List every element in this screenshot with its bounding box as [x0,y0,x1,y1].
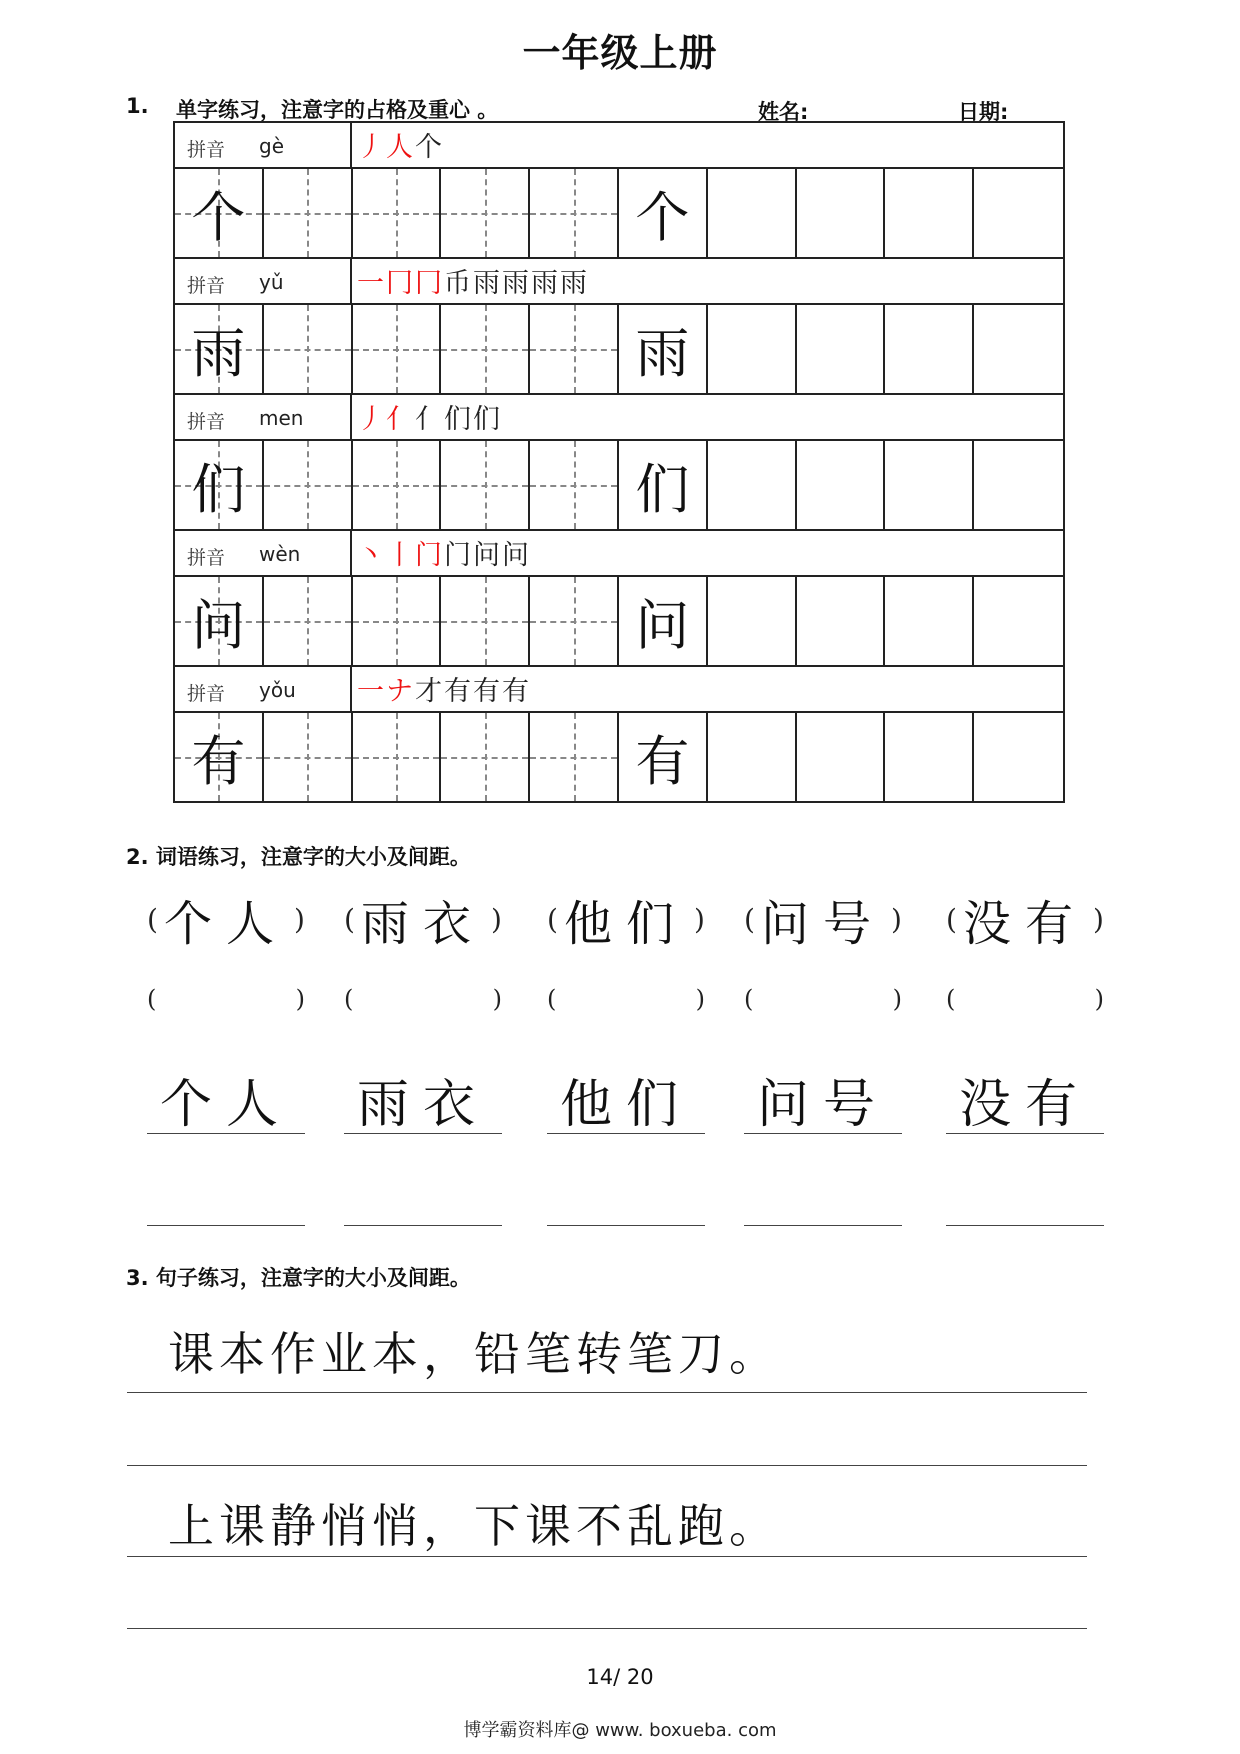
writing-cell[interactable] [885,577,974,665]
stroke-step: 币 [444,267,471,299]
empty-parens[interactable] [147,985,305,1013]
word-sample: 雨衣 [356,1075,489,1135]
word-with-parens [547,885,705,954]
pinyin-label: 拼音 [187,411,226,433]
page-number: 14/ 20 [586,1665,654,1689]
writing-cell[interactable] [708,305,797,393]
writing-cell[interactable] [441,305,530,393]
writing-row [175,711,1063,801]
writing-cell[interactable] [708,169,797,257]
stroke-step: 丿 [357,131,384,163]
practice-character: 们 [635,457,690,521]
writing-cell[interactable] [353,169,442,257]
writing-row [175,303,1063,393]
paren-close: ) [891,903,902,936]
word-underline [547,1133,705,1134]
model-character-cell [175,713,264,801]
paren-open: ( [147,903,158,936]
writing-cell[interactable] [708,441,797,529]
writing-cell[interactable] [797,169,886,257]
writing-row [175,575,1063,665]
writing-cell[interactable] [885,305,974,393]
paren-open: ( [344,903,355,936]
pinyin-row [175,665,1063,711]
writing-cell[interactable] [885,441,974,529]
model-character-cell [175,169,264,257]
writing-cell[interactable] [797,305,886,393]
writing-cell[interactable] [797,577,886,665]
model-character-cell [175,441,264,529]
paren-close: ) [1093,903,1104,936]
paren-close: ) [892,985,902,1013]
stroke-step: 有 [502,675,529,707]
practice-character: 问 [191,593,246,657]
stroke-step: 雨 [473,267,500,299]
sentence-2: 上课静悄悄，下课不乱跑。 [168,1499,780,1553]
writing-cell[interactable] [530,441,619,529]
stroke-step: 亻 [415,403,442,435]
date-label: 日期: [958,100,1009,124]
word-blank-line[interactable] [946,1225,1104,1226]
practice-character: 有 [191,729,246,793]
practice-character: 雨 [635,321,690,385]
stroke-step: 雨 [531,267,558,299]
pinyin-divider [350,395,352,439]
paren-open: ( [547,903,558,936]
writing-cell[interactable] [974,305,1063,393]
writing-cell[interactable] [353,713,442,801]
pinyin-row [175,529,1063,575]
section1-number: 1. [126,94,149,118]
sample-character-cell [619,577,708,665]
writing-cell[interactable] [708,713,797,801]
writing-cell[interactable] [264,169,353,257]
sample-character-cell [619,305,708,393]
practice-character: 雨 [191,321,246,385]
pinyin-row [175,121,1063,167]
paren-close: ) [492,985,502,1013]
pinyin-label: 拼音 [187,275,226,297]
writing-cell[interactable] [797,713,886,801]
stroke-step: 问 [502,539,529,571]
pinyin-divider [350,667,352,711]
practice-character: 个 [191,185,246,249]
word-with-parens [744,885,902,954]
empty-parens[interactable] [744,985,902,1013]
stroke-step: 才 [415,675,442,707]
writing-cell[interactable] [974,169,1063,257]
writing-cell[interactable] [441,577,530,665]
stroke-step: 人 [386,131,413,163]
stroke-step: 一 [357,675,384,707]
pinyin-value: wèn [259,542,301,566]
word-underline [147,1133,305,1134]
writing-cell[interactable] [530,305,619,393]
pinyin-value: yǒu [259,678,296,702]
writing-cell[interactable] [353,305,442,393]
stroke-step: 丿 [357,403,384,435]
empty-parens[interactable] [344,985,502,1013]
word-underline [744,1133,902,1134]
word-sample: 没有 [958,1075,1091,1135]
character-practice-grid [173,121,1065,803]
section3-heading: 3. 句子练习，注意字的大小及间距。 [126,1266,471,1290]
pinyin-value: gè [259,134,284,158]
stroke-order [357,399,500,433]
section1-instruction: 单字练习，注意字的占格及重心 。 [176,98,499,122]
word-with-parens [344,885,502,954]
pinyin-divider [350,531,352,575]
practice-character: 个 [635,185,690,249]
stroke-step: 们 [444,403,471,435]
pinyin-divider [350,123,352,167]
paren-open: ( [946,903,957,936]
stroke-step: 门 [415,539,442,571]
paren-close: ) [294,903,305,936]
pinyin-label: 拼音 [187,547,226,569]
section2-heading: 2. 词语练习，注意字的大小及间距。 [126,845,471,869]
stroke-step: ナ [386,675,413,707]
paren-open: ( [147,985,157,1013]
sentence-blank-line-1[interactable] [127,1465,1087,1466]
stroke-order [357,127,442,161]
paren-close: ) [695,985,705,1013]
word-blank-line[interactable] [547,1225,705,1226]
writing-cell[interactable] [708,577,797,665]
word-blank-line[interactable] [344,1225,502,1226]
word-sample: 个人 [159,1075,292,1135]
word-text: 没有 [962,896,1087,952]
stroke-step: 雨 [560,267,587,299]
word-text: 雨衣 [360,896,485,952]
stroke-step: 丨 [386,539,413,571]
empty-parens[interactable] [946,985,1104,1013]
writing-cell[interactable] [797,441,886,529]
footer-watermark: 博学霸资料库@ www. boxueba. com [463,1720,777,1741]
word-blank-line[interactable] [744,1225,902,1226]
stroke-step: 门 [444,539,471,571]
practice-character: 问 [635,593,690,657]
word-underline [946,1133,1104,1134]
writing-cell[interactable] [441,169,530,257]
writing-row [175,167,1063,257]
sample-character-cell [619,713,708,801]
pinyin-label: 拼音 [187,683,226,705]
sentence-blank-line-2[interactable] [127,1628,1087,1629]
practice-character: 们 [191,457,246,521]
word-sample: 他们 [559,1075,692,1135]
stroke-step: 亻 [386,403,413,435]
stroke-step: 冂 [386,267,413,299]
paren-open: ( [344,985,354,1013]
pinyin-row [175,257,1063,303]
sentence-1: 课本作业本，铅笔转笔刀。 [168,1327,780,1381]
sample-character-cell [619,441,708,529]
sentence-2-underline [127,1556,1087,1557]
writing-cell[interactable] [264,305,353,393]
paren-open: ( [744,985,754,1013]
writing-cell[interactable] [441,713,530,801]
writing-cell[interactable] [353,441,442,529]
stroke-order [357,263,587,297]
pinyin-value: yǔ [259,270,284,294]
stroke-step: 雨 [502,267,529,299]
word-with-parens [946,885,1104,954]
word-text: 个人 [163,896,288,952]
stroke-step: 个 [415,131,442,163]
paren-close: ) [295,985,305,1013]
writing-cell[interactable] [441,441,530,529]
paren-close: ) [1094,985,1104,1013]
writing-cell[interactable] [530,713,619,801]
paren-close: ) [491,903,502,936]
stroke-step: 们 [473,403,500,435]
paren-open: ( [946,985,956,1013]
stroke-order [357,671,529,705]
writing-cell[interactable] [885,713,974,801]
sentence-1-underline [127,1392,1087,1393]
writing-cell[interactable] [264,713,353,801]
writing-cell[interactable] [264,441,353,529]
word-text: 他们 [563,896,688,952]
page-title: 一年级上册 [522,31,718,75]
word-sample: 问号 [756,1075,889,1135]
sample-character-cell [619,169,708,257]
writing-cell[interactable] [530,577,619,665]
paren-close: ) [694,903,705,936]
word-with-parens [147,885,305,954]
writing-cell[interactable] [974,577,1063,665]
word-underline [344,1133,502,1134]
model-character-cell [175,305,264,393]
name-label: 姓名: [758,100,809,124]
writing-cell[interactable] [885,169,974,257]
writing-cell[interactable] [974,441,1063,529]
word-blank-line[interactable] [147,1225,305,1226]
word-text: 问号 [760,896,885,952]
model-character-cell [175,577,264,665]
pinyin-label: 拼音 [187,139,226,161]
practice-character: 有 [635,729,690,793]
stroke-step: 问 [473,539,500,571]
writing-cell[interactable] [530,169,619,257]
stroke-step: 一 [357,267,384,299]
writing-cell[interactable] [353,577,442,665]
pinyin-row [175,393,1063,439]
writing-cell[interactable] [974,713,1063,801]
stroke-step: 有 [473,675,500,707]
pinyin-divider [350,259,352,303]
stroke-step: 有 [444,675,471,707]
pinyin-value: men [259,406,304,430]
stroke-step: 丶 [357,539,384,571]
writing-row [175,439,1063,529]
paren-open: ( [547,985,557,1013]
paren-open: ( [744,903,755,936]
writing-cell[interactable] [264,577,353,665]
stroke-step: 冂 [415,267,442,299]
stroke-order [357,535,529,569]
empty-parens[interactable] [547,985,705,1013]
